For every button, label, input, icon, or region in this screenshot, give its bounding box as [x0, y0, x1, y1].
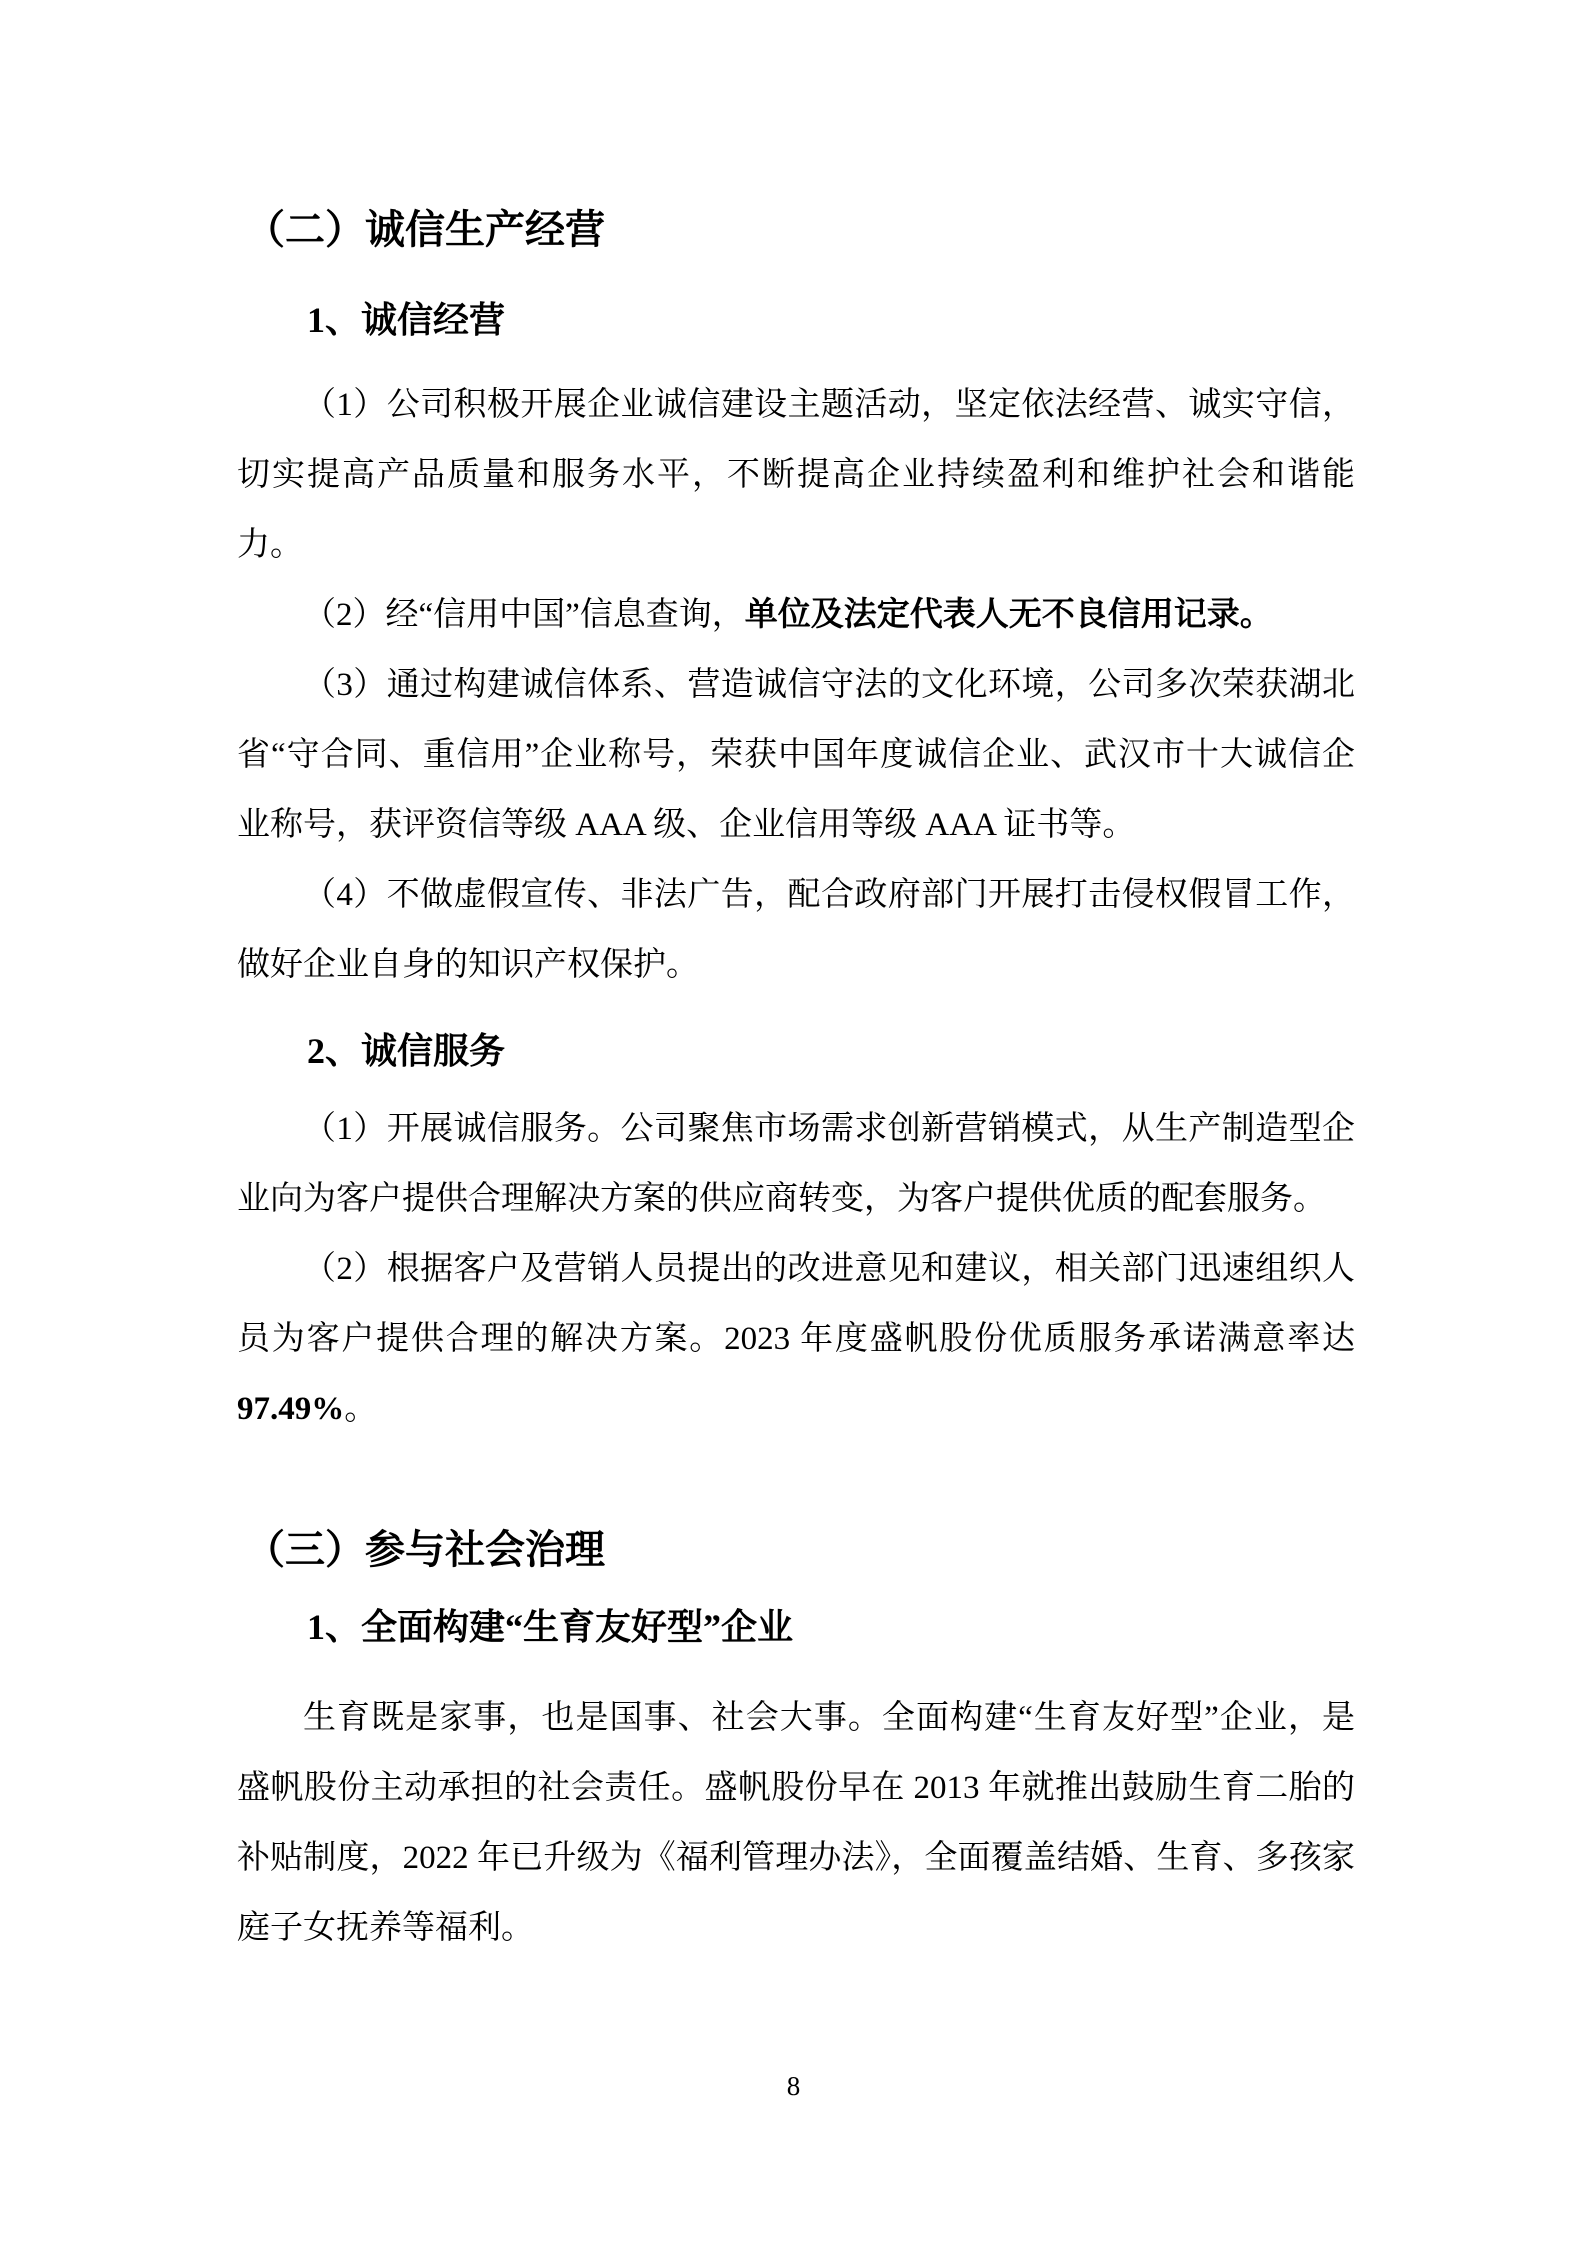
paragraph-honors: （3）通过构建诚信体系、营造诚信守法的文化环境，公司多次荣获湖北省“守合同、重信用”企业称号，荣获中国年度诚信企业、武汉市十大诚信企业称号，获评资信等级 AAA 级、企业信用等级 AAA 证书等。: [237, 667, 1355, 843]
satisfaction-rate-value: 97.49%: [237, 1391, 345, 1427]
section3-sub1-heading: 1、全面构建“生育友好型”企业: [307, 1607, 794, 1647]
section2-sub2-heading: 2、诚信服务: [307, 1031, 506, 1071]
section2-heading: （二）诚信生产经营: [245, 207, 605, 252]
paragraph-satisfaction-rate-text: （2）根据客户及营销人员提出的改进意见和建议，相关部门迅速组织人员为客户提供合理的解决方案。2023 年度盛帆股份优质服务承诺满意率达: [237, 1251, 1355, 1357]
section2-sub1-heading: 1、诚信经营: [307, 300, 506, 340]
paragraph-credit-china: [237, 580, 1355, 650]
paragraph-credit-china-text: （2）经“信用中国”信息查询，: [303, 597, 745, 633]
paragraph-credit-china-bold: 单位及法定代表人无不良信用记录。: [744, 597, 1273, 633]
paragraph-satisfaction-rate-period: 。: [344, 1391, 378, 1427]
page-number: 8: [786, 2071, 801, 2101]
section3-heading: （三）参与社会治理: [245, 1527, 605, 1572]
paragraph-fertility-friendly: 生育既是家事，也是国事、社会大事。全面构建“生育友好型”企业，是盛帆股份主动承担的社会责任。盛帆股份早在 2013 年就推出鼓励生育二胎的补贴制度，2022 年已升级为《福利管理办法》，全面覆盖结婚、生育、多孩家庭子女抚养等福利。: [237, 1700, 1355, 1946]
paragraph-no-false-ads: （4）不做虚假宣传、非法广告，配合政府部门开展打击侵权假冒工作，做好企业自身的知识产权保护。: [237, 877, 1355, 983]
paragraph-integrity-activities: （1）公司积极开展企业诚信建设主题活动，坚定依法经营、诚实守信，切实提高产品质量和服务水平，不断提高企业持续盈利和维护社会和谐能力。: [237, 387, 1355, 563]
paragraph-service-model: （1）开展诚信服务。公司聚焦市场需求创新营销模式，从生产制造型企业向为客户提供合理解决方案的供应商转变，为客户提供优质的配套服务。: [237, 1111, 1355, 1217]
paragraph-satisfaction-rate: [237, 1234, 1355, 1444]
